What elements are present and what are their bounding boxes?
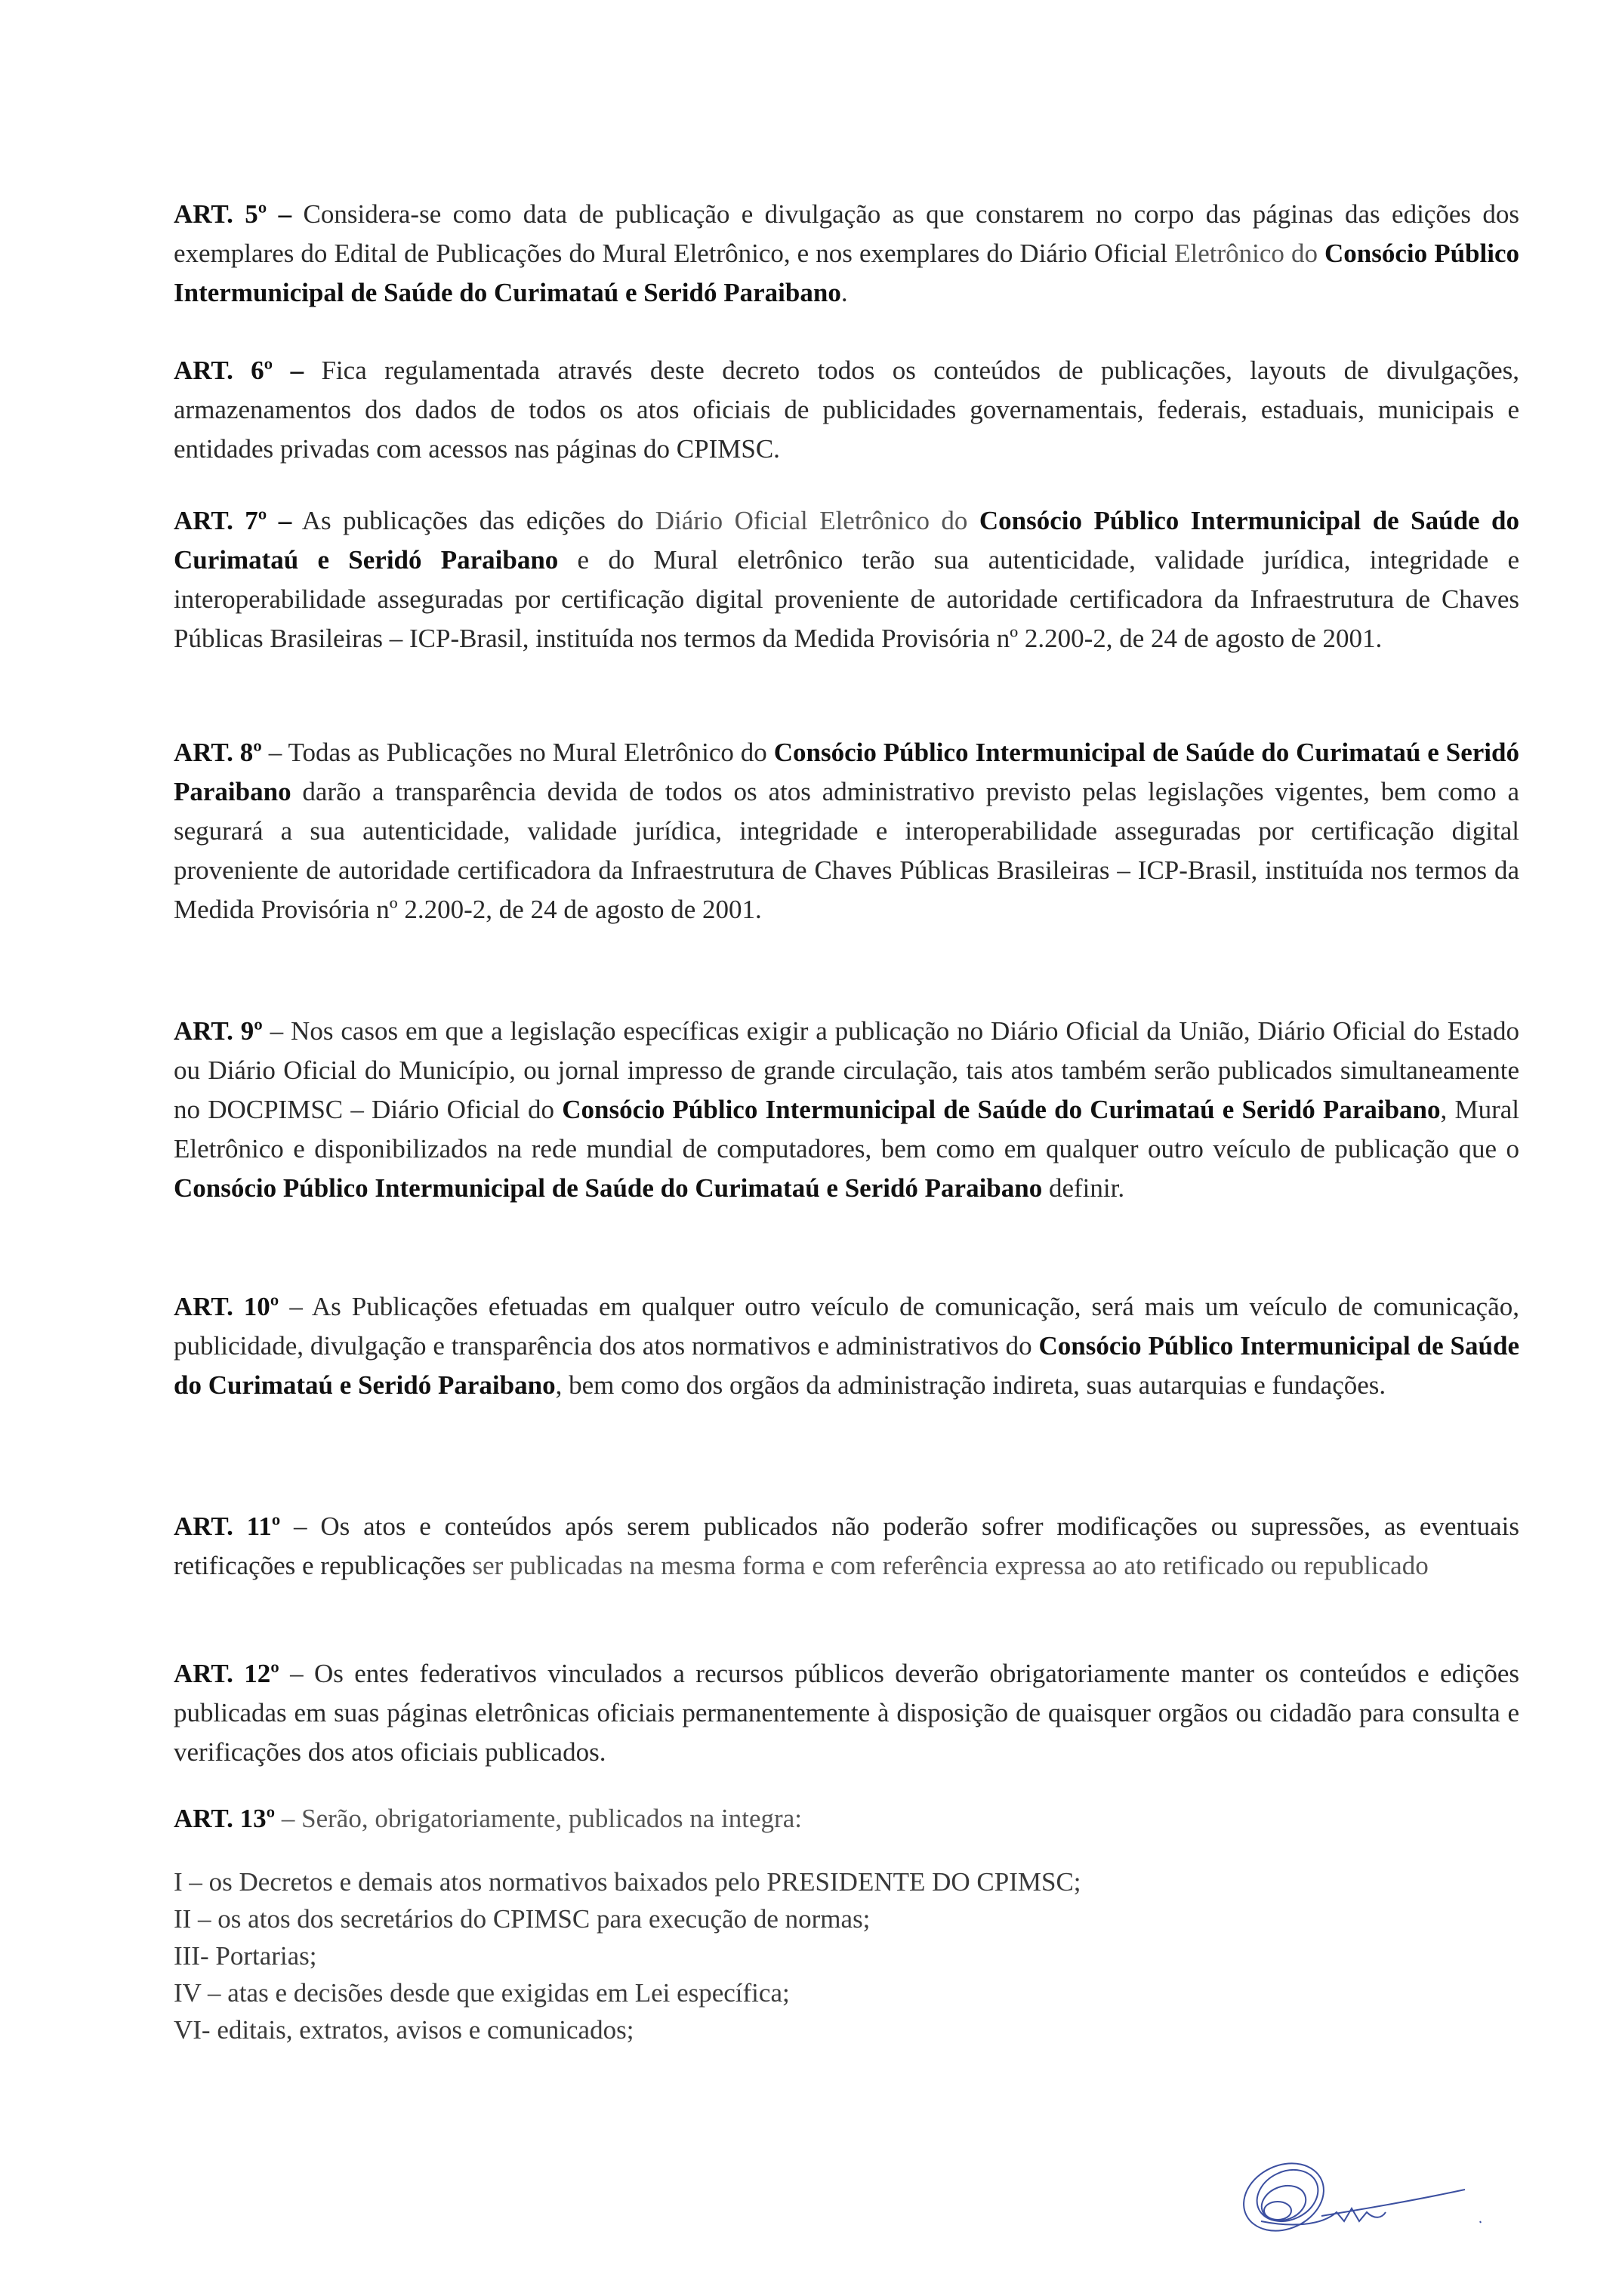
entity-name: Consócio Público Intermunicipal de Saúde do Curimataú e Seridó Paraibano	[174, 1331, 1519, 1400]
article-10	[174, 1287, 1519, 1405]
article-text: , bem como dos orgãos da administração indireta, suas autarquias e fundações.	[555, 1370, 1386, 1400]
list-item: I – os Decretos e demais atos normativos baixados pelo PRESIDENTE DO CPIMSC;	[174, 1867, 1081, 1897]
article-8	[174, 733, 1519, 929]
article-text: As publicações das edições do	[291, 506, 655, 535]
entity-name: Consócio Público Intermunicipal de Saúde do Curimataú e Seridó Paraibano	[174, 506, 1519, 575]
article-12	[174, 1654, 1519, 1772]
article-text: , Mural Eletrônico e disponibilizados na rede mundial de computadores, bem como em qualquer outro veículo de publicação que o	[174, 1095, 1519, 1163]
article-text: – Todas as Publicações no Mural Eletrônico do	[261, 738, 774, 767]
article-label: ART. 11º	[174, 1512, 281, 1541]
article-5	[174, 195, 1519, 313]
article-text: Diário Oficial Eletrônico do	[655, 506, 979, 535]
article-text: – Nos casos em que a legislação específicas exigir a publicação no Diário Oficial da União, Diário Oficial do Estado ou Diário Oficial do Município, ou jornal impresso de grande circulação, tais atos também serão publicados simultaneamente no DOCPIMSC – Diário Oficial do	[174, 1016, 1520, 1124]
list-item: IV – atas e decisões desde que exigidas em Lei específica;	[174, 1978, 790, 2008]
article-text: darão a transparência devida de todos os atos administrativo previsto pelas legislações vigentes, bem como a segurará a sua autenticidade, validade jurídica, integridade e interoperabilidade asseguradas por certificação digital proveniente de autoridade certificadora da Infraestrutura de Chaves Públicas Brasileiras – ICP-Brasil, instituída nos termos da Medida Provisória nº 2.200-2, de 24 de agosto de 2001.	[174, 777, 1519, 924]
article-text: – As Publicações efetuadas em qualquer outro veículo de comunicação, será mais um veículo de comunicação, publicidade, divulgação e transparência dos atos normativos e administrativos do	[174, 1292, 1519, 1361]
article-text: – Serão, obrigatoriamente, publicados na integra:	[275, 1804, 802, 1833]
article-text: ser publicadas na mesma forma e com referência expressa ao ato retificado ou republicado	[472, 1551, 1429, 1580]
article-text: Considera-se como data de publicação e divulgação as que constarem no corpo das páginas das edições dos exemplares do Edital de Publicações do Mural Eletrônico, e nos exemplares do Diário Oficial	[174, 199, 1519, 268]
article-label: ART. 7º –	[174, 506, 292, 535]
article-11	[174, 1507, 1519, 1586]
list-item: VI- editais, extratos, avisos e comunicados;	[174, 2015, 634, 2045]
article-label: ART. 10º	[174, 1292, 279, 1321]
article-text: e do Mural eletrônico terão sua autenticidade, validade jurídica, integridade e interoperabilidade asseguradas por certificação digital proveniente de autoridade certificadora da Infraestrutura de Chaves Públicas Brasileiras – ICP-Brasil, instituída nos termos da Medida Provisória nº 2.200-2, de 24 de agosto de 2001.	[174, 545, 1519, 653]
article-label: ART. 6º –	[174, 356, 304, 385]
entity-name: Consócio Público Intermunicipal de Saúde do Curimataú e Seridó Paraibano	[562, 1095, 1441, 1124]
article-6	[174, 351, 1519, 469]
article-text: definir.	[1042, 1173, 1125, 1203]
article-7	[174, 501, 1519, 658]
article-text: Fica regulamentada através deste decreto todos os conteúdos de publicações, layouts de divulgações, armazenamentos dos dados de todos os atos oficiais de publicidades governamentais, federais, estaduais, municipais e entidades privadas com acessos nas páginas do CPIMSC.	[174, 356, 1520, 464]
article-label: ART. 12º	[174, 1659, 279, 1688]
article-label: ART. 5º –	[174, 199, 292, 229]
entity-name: Consócio Público Intermunicipal de Saúde do Curimataú e Seridó Paraibano	[174, 239, 1519, 307]
handwritten-signature	[1231, 2137, 1488, 2235]
article-text: .	[840, 278, 848, 307]
article-label: ART. 9º	[174, 1016, 263, 1046]
article-text: – Os atos e conteúdos após serem publicados não poderão sofrer modificações ou supressões, as eventuais retificações e republicações	[174, 1512, 1519, 1580]
article-text: Eletrônico do	[1174, 239, 1325, 268]
entity-name: Consócio Público Intermunicipal de Saúde do Curimataú e Seridó Paraibano	[174, 738, 1519, 806]
article-text: – Os entes federativos vinculados a recursos públicos deverão obrigatoriamente manter os conteúdos e edições publicadas em suas páginas eletrônicas oficiais permanentemente à disposição de quaisquer orgãos ou cidadão para consulta e verificações dos atos oficiais publicados.	[174, 1659, 1519, 1767]
list-item: III- Portarias;	[174, 1941, 317, 1971]
article-label: ART. 13º	[174, 1804, 276, 1833]
list-item: II – os atos dos secretários do CPIMSC para execução de normas;	[174, 1904, 871, 1934]
article-label: ART. 8º	[174, 738, 262, 767]
article-13	[174, 1799, 1519, 1838]
publication-list	[174, 1863, 1081, 2048]
entity-name: Consócio Público Intermunicipal de Saúde do Curimataú e Seridó Paraibano	[174, 1173, 1043, 1203]
article-9	[174, 1012, 1519, 1208]
